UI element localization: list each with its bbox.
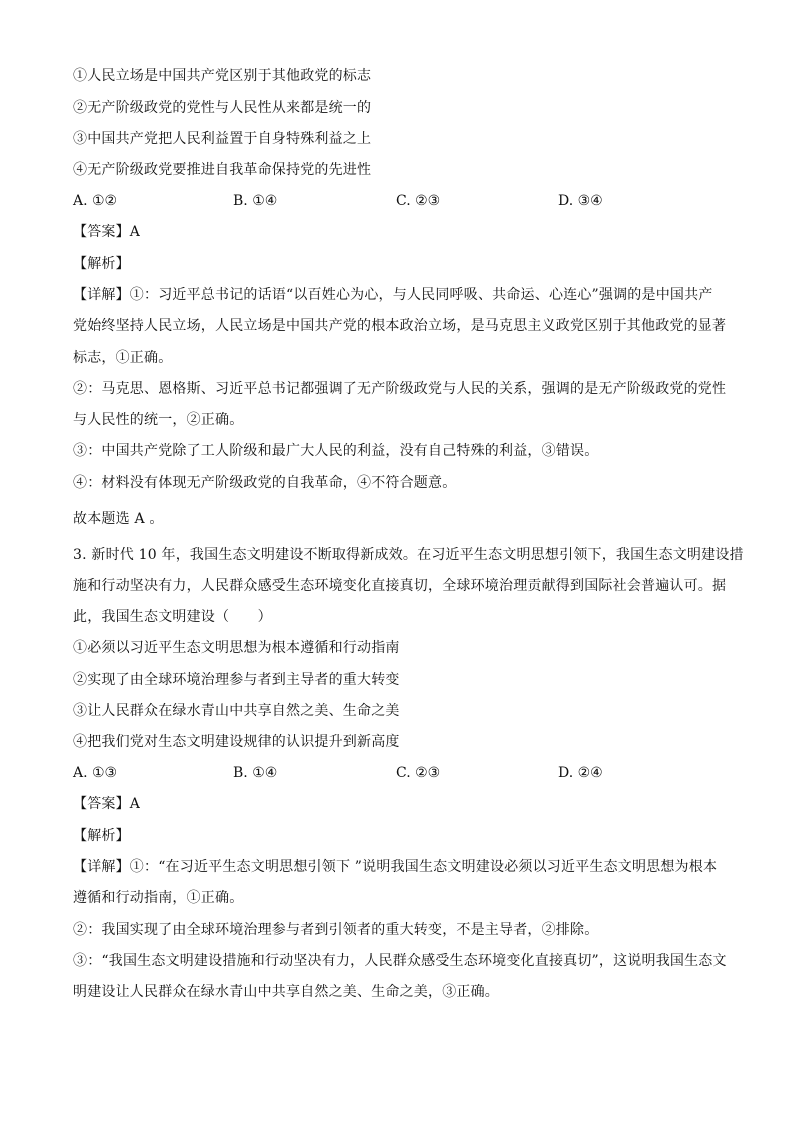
q2-option-b: B. ①④: [233, 193, 278, 209]
q3-stem-line: 施和行动坚决有力，人民群众感受生态环境变化直接真切，全球环境治理贡献得到国际社会普遍认可。据: [73, 578, 727, 594]
q2-option-a: A. ①②: [73, 193, 118, 209]
q2-detail-line: 【详解】①：习近平总书记的话语“以百姓心为心，与人民同呼吸、共命运、心连心”强调的是中国共产: [73, 287, 713, 303]
q3-detail-line: ②：我国实现了由全球环境治理参与者到引领者的重大转变，不是主导者，②排除。: [73, 922, 599, 938]
q2-detail-line: ③：中国共产党除了工人阶级和最广大人民的利益，没有自己特殊的利益，③错误。: [73, 443, 599, 459]
q3-detail-line: 遵循和行动指南，①正确。: [73, 890, 244, 906]
q3-stem-line: 此，我国生态文明建设（ ）: [73, 609, 272, 625]
q2-detail-line: ②：马克思、恩格斯、习近平总书记都强调了无产阶级政党与人民的关系，强调的是无产阶级政党的党性: [73, 381, 727, 397]
q2-statement-4: ④无产阶级政党要推进自我革命保持党的先进性: [73, 162, 372, 178]
q3-answer: 【答案】A: [73, 796, 141, 812]
q2-detail-line: 标志，①正确。: [73, 350, 173, 366]
q2-detail-line: 与人民性的统一，②正确。: [73, 412, 244, 428]
q3-detail-line: 【详解】①：“在习近平生态文明思想引领下 ”说明我国生态文明建设必须以习近平生态文明思想为根本: [73, 859, 718, 875]
q3-detail-line: ③：“我国生态文明建设措施和行动坚决有力，人民群众感受生态环境变化直接真切”，这说明我国生态文: [73, 953, 727, 969]
q2-option-c: C. ②③: [396, 193, 441, 209]
q2-option-d: D. ③④: [558, 193, 603, 209]
q2-detail-line: ④：材料没有体现无产阶级政党的自我革命，④不符合题意。: [73, 475, 457, 491]
q3-option-d: D. ②④: [558, 765, 603, 781]
q2-detail-line: 党始终坚持人民立场，人民立场是中国共产党的根本政治立场，是马克思主义政党区别于其他政党的显著: [73, 318, 727, 334]
q3-detail-line: 明建设让人民群众在绿水青山中共享自然之美、生命之美，③正确。: [73, 984, 499, 1000]
q2-answer: 【答案】A: [73, 224, 141, 240]
q2-statement-2: ②无产阶级政党的党性与人民性从来都是统一的: [73, 100, 372, 116]
q3-option-a: A. ①③: [73, 765, 118, 781]
q3-stem-line: 3. 新时代 10 年，我国生态文明建设不断取得新成效。在习近平生态文明思想引领下，我国生态文明建设措: [73, 547, 744, 563]
q3-statement-4: ④把我们党对生态文明建设规律的认识提升到新高度: [73, 734, 400, 750]
q3-statement-3: ③让人民群众在绿水青山中共享自然之美、生命之美: [73, 703, 400, 719]
q2-statement-1: ①人民立场是中国共产党区别于其他政党的标志: [73, 68, 372, 84]
q2-conclusion: 故本题选 A 。: [73, 511, 164, 527]
q3-statement-2: ②实现了由全球环境治理参与者到主导者的重大转变: [73, 672, 400, 688]
q3-analysis-label: 【解析】: [73, 828, 130, 844]
q3-option-c: C. ②③: [396, 765, 441, 781]
q3-statement-1: ①必须以习近平生态文明思想为根本遵循和行动指南: [73, 640, 400, 656]
q2-analysis-label: 【解析】: [73, 256, 130, 272]
q2-statement-3: ③中国共产党把人民利益置于自身特殊利益之上: [73, 131, 372, 147]
q3-option-b: B. ①④: [233, 765, 278, 781]
